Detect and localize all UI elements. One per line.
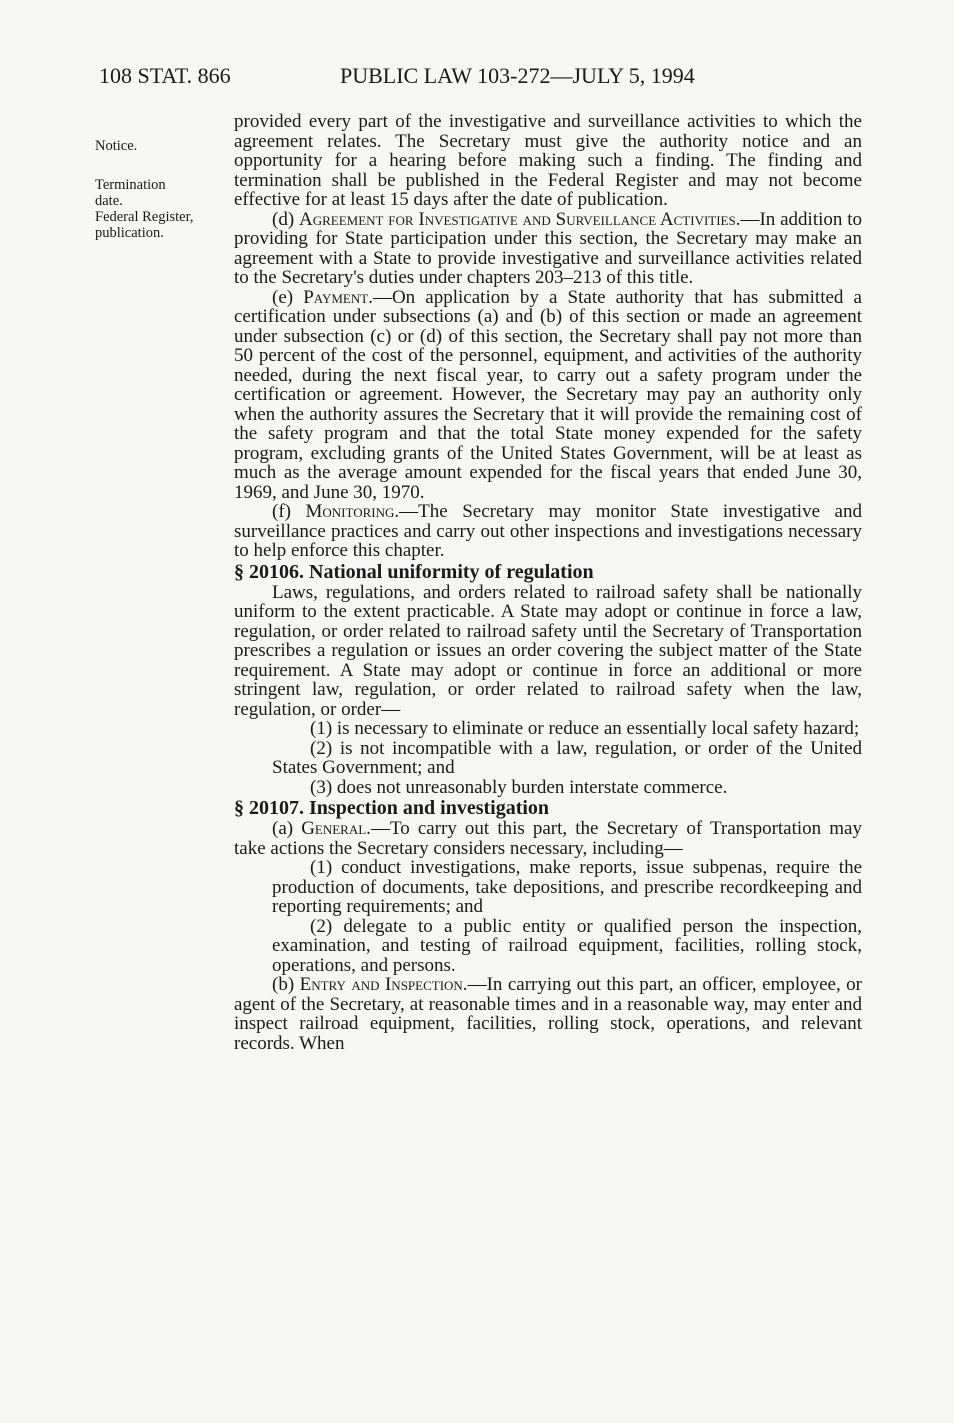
subsection-d-text: —In addition to providing for State participation under this section, the Secretary may make an agreement with a State to provide investigative and surveillance activities related to the Secretary's duties under chapters 203–213 of this title. [234,208,862,288]
margin-note-termination-date: Termination date. [95,177,166,209]
subsection-f-heading: Monitoring. [305,501,400,522]
subsection-e [234,288,862,503]
list-item: (2) is not incompatible with a law, regulation, or order of the United States Government; and [272,737,862,778]
section-20107-heading: § 20107. Inspection and investigation [234,797,550,819]
subsection-e-label: (e) [272,286,304,308]
subsection-20107-a-heading: General. [301,818,371,839]
subsection-20107-b-text: —In carrying out this part, an officer, employee, or agent of the Secretary, at reasonable times and in a reasonable way, may enter and inspect railroad equipment, facilities, rolling stock, operations, and relevant records. When [234,974,862,1054]
subsection-d [234,210,862,288]
section-20107-items [272,858,862,975]
page-folio: 108 STAT. 866 [99,63,231,88]
section-20106-intro: Laws, regulations, and orders related to railroad safety shall be nationally uniform to the extent practicable. A State may adopt or continue in force a law, regulation, or order related to railroad safety until the Secretary of Transportation prescribes a regulation or issues an order covering the subject matter of the State requirement. A State may adopt or continue in force an additional or more stringent law, regulation, or order related to railroad safety when the law, regulation, or order— [234,581,862,720]
list-item: (1) is necessary to eliminate or reduce an essentially local safety hazard; [310,718,860,739]
running-header [99,62,861,90]
list-item: (3) does not unreasonably burden interstate commerce. [310,776,728,798]
subsection-20107-a-text: —To carry out this part, the Secretary of Transportation may take actions the Secretary considers necessary, including— [234,818,862,859]
subsection-e-text: —On application by a State authority that has submitted a certification under subsections (a) and (b) of this section or made an agreement under subsection (c) or (d) of this section, the Secretary shall pay not more than 50 percent of the cost of the personnel, equipment, and activities of the authority needed, during the next fiscal year, to carry out a safety program under the certification or agreement. However, the Secretary may pay an authority only when the authority assures the Secretary that it will provide the remaining cost of the safety program and that the total State money expended for the safety program, excluding grants of the United States Government, will be at least as much as the average amount expended for the fiscal years that ended June 30, 1969, and June 30, 1970. [234,286,862,503]
subsection-20107-a-label: (a) [272,818,302,839]
subsection-20107-b-heading: Entry and Inspection. [299,974,468,995]
subsection-f [234,502,862,561]
subsection-f-label: (f) [272,501,306,522]
running-title: PUBLIC LAW 103-272—JULY 5, 1994 [340,63,695,88]
list-item: (1) conduct investigations, make reports, issue subpenas, require the production of documents, take depositions, and prescribe recordkeeping and reporting requirements; and [272,857,862,917]
section-20106-items [272,719,862,797]
list-item: (2) delegate to a public entity or qualified person the inspection, examination, and testing of railroad equipment, facilities, rolling stock, operations, and persons. [272,915,862,976]
subsection-d-heading: Agreement for Investigative and Surveillance Activities. [298,208,741,230]
subsection-e-heading: Payment. [303,286,373,308]
section-20106-heading: § 20106. National uniformity of regulation [234,560,594,583]
continuation-paragraph: provided every part of the investigative and surveillance activities to which the agreement relates. The Secretary must give the authority notice and an opportunity for a hearing before making such a finding. The finding and termination shall be published in the Federal Register and may not become effective for at least 15 days after the date of publication. [234,111,862,210]
margin-note-federal-register: Federal Register, publication. [95,209,194,241]
margin-note-notice: Notice. [95,138,138,154]
subsection-20107-b-label: (b) [272,974,300,995]
subsection-f-text: —The Secretary may monitor State investigative and surveillance practices and carry out other inspections and investigations necessary to help enforce this chapter. [234,501,862,561]
main-text-column [234,112,862,1053]
subsection-d-label: (d) [272,208,299,230]
subsection-20107-a [234,819,862,858]
subsection-20107-b [234,975,862,1053]
